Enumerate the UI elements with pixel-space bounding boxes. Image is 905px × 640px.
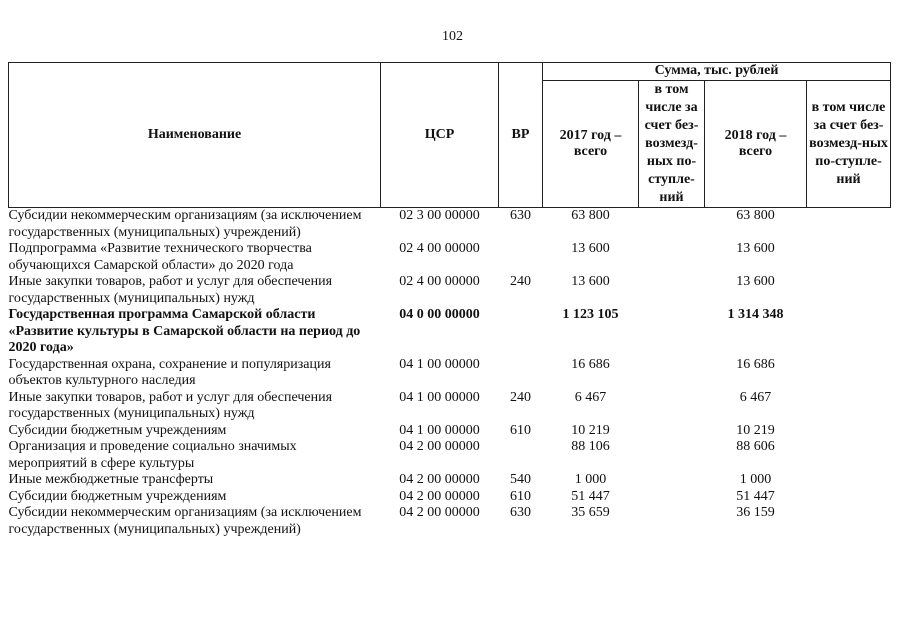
row-2018-total: 88 606: [736, 439, 775, 454]
table-row: [9, 423, 891, 440]
row-vr: [499, 357, 543, 390]
table-row: [9, 208, 891, 242]
row-csr: 04 2 00 00000: [399, 488, 480, 504]
header-2018-total: 2018 год – всего: [705, 81, 807, 208]
row-2017-total: 88 106: [571, 439, 610, 454]
row-2018-total: 51 447: [736, 488, 775, 504]
row-name: Субсидии бюджетным учреждениям: [8, 422, 227, 438]
table-row: [9, 307, 891, 357]
row-2018-total: 13 600: [736, 274, 775, 289]
row-2018-free: [807, 274, 891, 307]
row-vr: 610: [510, 488, 531, 504]
row-2018-total: 36 159: [736, 505, 775, 520]
row-2018-total: 13 600: [736, 241, 775, 256]
table-row: [9, 357, 891, 390]
row-name: Подпрограмма «Развитие технического творчества обучающихся Самарской области» до 2020 года: [8, 241, 312, 273]
header-csr: ЦСР: [381, 63, 499, 208]
row-name: Иные закупки товаров, работ и услуг для обеспечения государственных (муниципальных) нужд: [8, 389, 333, 421]
row-2017-total: 13 600: [571, 274, 610, 289]
row-2018-total: 63 800: [736, 208, 775, 223]
row-2018-free: [807, 241, 891, 274]
row-2017-free: [639, 505, 705, 538]
row-vr: [499, 241, 543, 274]
row-name: Организация и проведение социально значимых мероприятий в сфере культуры: [8, 439, 297, 471]
row-2018-total: 10 219: [736, 422, 775, 438]
row-2018-total: 1 000: [739, 472, 772, 487]
row-2017-total: 63 800: [571, 208, 610, 223]
row-2017-free: [639, 489, 705, 506]
row-csr: 04 1 00 00000: [399, 422, 480, 438]
header-2017-total: 2017 год – всего: [543, 81, 639, 208]
row-csr: 02 4 00 00000: [399, 274, 480, 289]
table-row: [9, 489, 891, 506]
row-2018-total: 1 314 348: [727, 307, 784, 322]
row-2017-free: [639, 307, 705, 357]
row-csr: 04 2 00 00000: [399, 505, 480, 520]
table-row: [9, 505, 891, 538]
row-name: Субсидии некоммерческим организациям (за исключением государственных (муниципальных) учреждений): [8, 208, 362, 240]
row-2017-total: 16 686: [571, 356, 610, 372]
header-sum: Сумма, тыс. рублей: [543, 63, 891, 81]
header-2017-free: в том числе за счет без-возмезд-ных по-ступле-ний: [639, 81, 705, 208]
row-2017-total: 1 000: [574, 472, 607, 487]
row-2017-free: [639, 241, 705, 274]
row-2017-total: 35 659: [571, 505, 610, 520]
row-2018-free: [807, 505, 891, 538]
row-name: Государственная охрана, сохранение и популяризация объектов культурного наследия: [8, 356, 331, 388]
budget-table: [8, 62, 891, 538]
row-name: Иные закупки товаров, работ и услуг для обеспечения государственных (муниципальных) нужд: [8, 274, 333, 306]
row-csr: 04 1 00 00000: [399, 356, 480, 372]
row-2018-free: [807, 307, 891, 357]
row-2017-free: [639, 439, 705, 472]
row-2018-free: [807, 357, 891, 390]
row-vr: 240: [510, 274, 531, 289]
row-2018-free: [807, 208, 891, 242]
row-name: Субсидии бюджетным учреждениям: [8, 488, 227, 504]
row-vr: 240: [510, 389, 531, 405]
table-header: [9, 63, 891, 208]
row-csr: 02 3 00 00000: [399, 208, 480, 223]
row-name: Субсидии некоммерческим организациям (за исключением государственных (муниципальных) учреждений): [8, 505, 362, 537]
row-2017-free: [639, 274, 705, 307]
row-csr: 04 0 00 00000: [399, 307, 480, 322]
row-csr: 04 1 00 00000: [399, 389, 480, 405]
header-2018-free: в том числе за счет без-возмезд-ных по-ступле-ний: [807, 81, 891, 208]
row-2017-free: [639, 208, 705, 242]
row-csr: 02 4 00 00000: [399, 241, 480, 256]
row-2017-free: [639, 357, 705, 390]
row-2018-free: [807, 489, 891, 506]
row-vr: 610: [510, 422, 531, 438]
header-name: Наименование: [9, 63, 381, 208]
row-2018-free: [807, 390, 891, 423]
row-2017-total: 6 467: [574, 389, 607, 405]
row-2018-free: [807, 472, 891, 489]
row-2017-total: 10 219: [571, 422, 610, 438]
row-2017-free: [639, 390, 705, 423]
row-2017-total: 13 600: [571, 241, 610, 256]
row-vr: [499, 307, 543, 357]
row-2017-total: 1 123 105: [562, 307, 619, 322]
row-2017-total: 51 447: [571, 488, 610, 504]
row-2018-total: 6 467: [739, 389, 772, 405]
table-row: [9, 439, 891, 472]
row-2017-free: [639, 472, 705, 489]
table-row: [9, 390, 891, 423]
page-number: 102: [442, 29, 463, 44]
row-2018-free: [807, 439, 891, 472]
row-vr: 540: [510, 472, 531, 487]
row-csr: 04 2 00 00000: [399, 439, 480, 454]
row-vr: 630: [510, 505, 531, 520]
row-vr: [499, 439, 543, 472]
table-row: [9, 472, 891, 489]
table-row: [9, 274, 891, 307]
table-row: [9, 241, 891, 274]
row-csr: 04 2 00 00000: [399, 472, 480, 487]
row-2018-free: [807, 423, 891, 440]
header-vr: ВР: [499, 63, 543, 208]
row-name: Государственная программа Самарской области «Развитие культуры в Самарской области на период до 2020 года»: [8, 307, 361, 355]
row-2017-free: [639, 423, 705, 440]
row-2018-total: 16 686: [736, 356, 775, 372]
row-vr: 630: [510, 208, 531, 223]
table-body: [9, 208, 891, 539]
row-name: Иные межбюджетные трансферты: [8, 472, 214, 487]
